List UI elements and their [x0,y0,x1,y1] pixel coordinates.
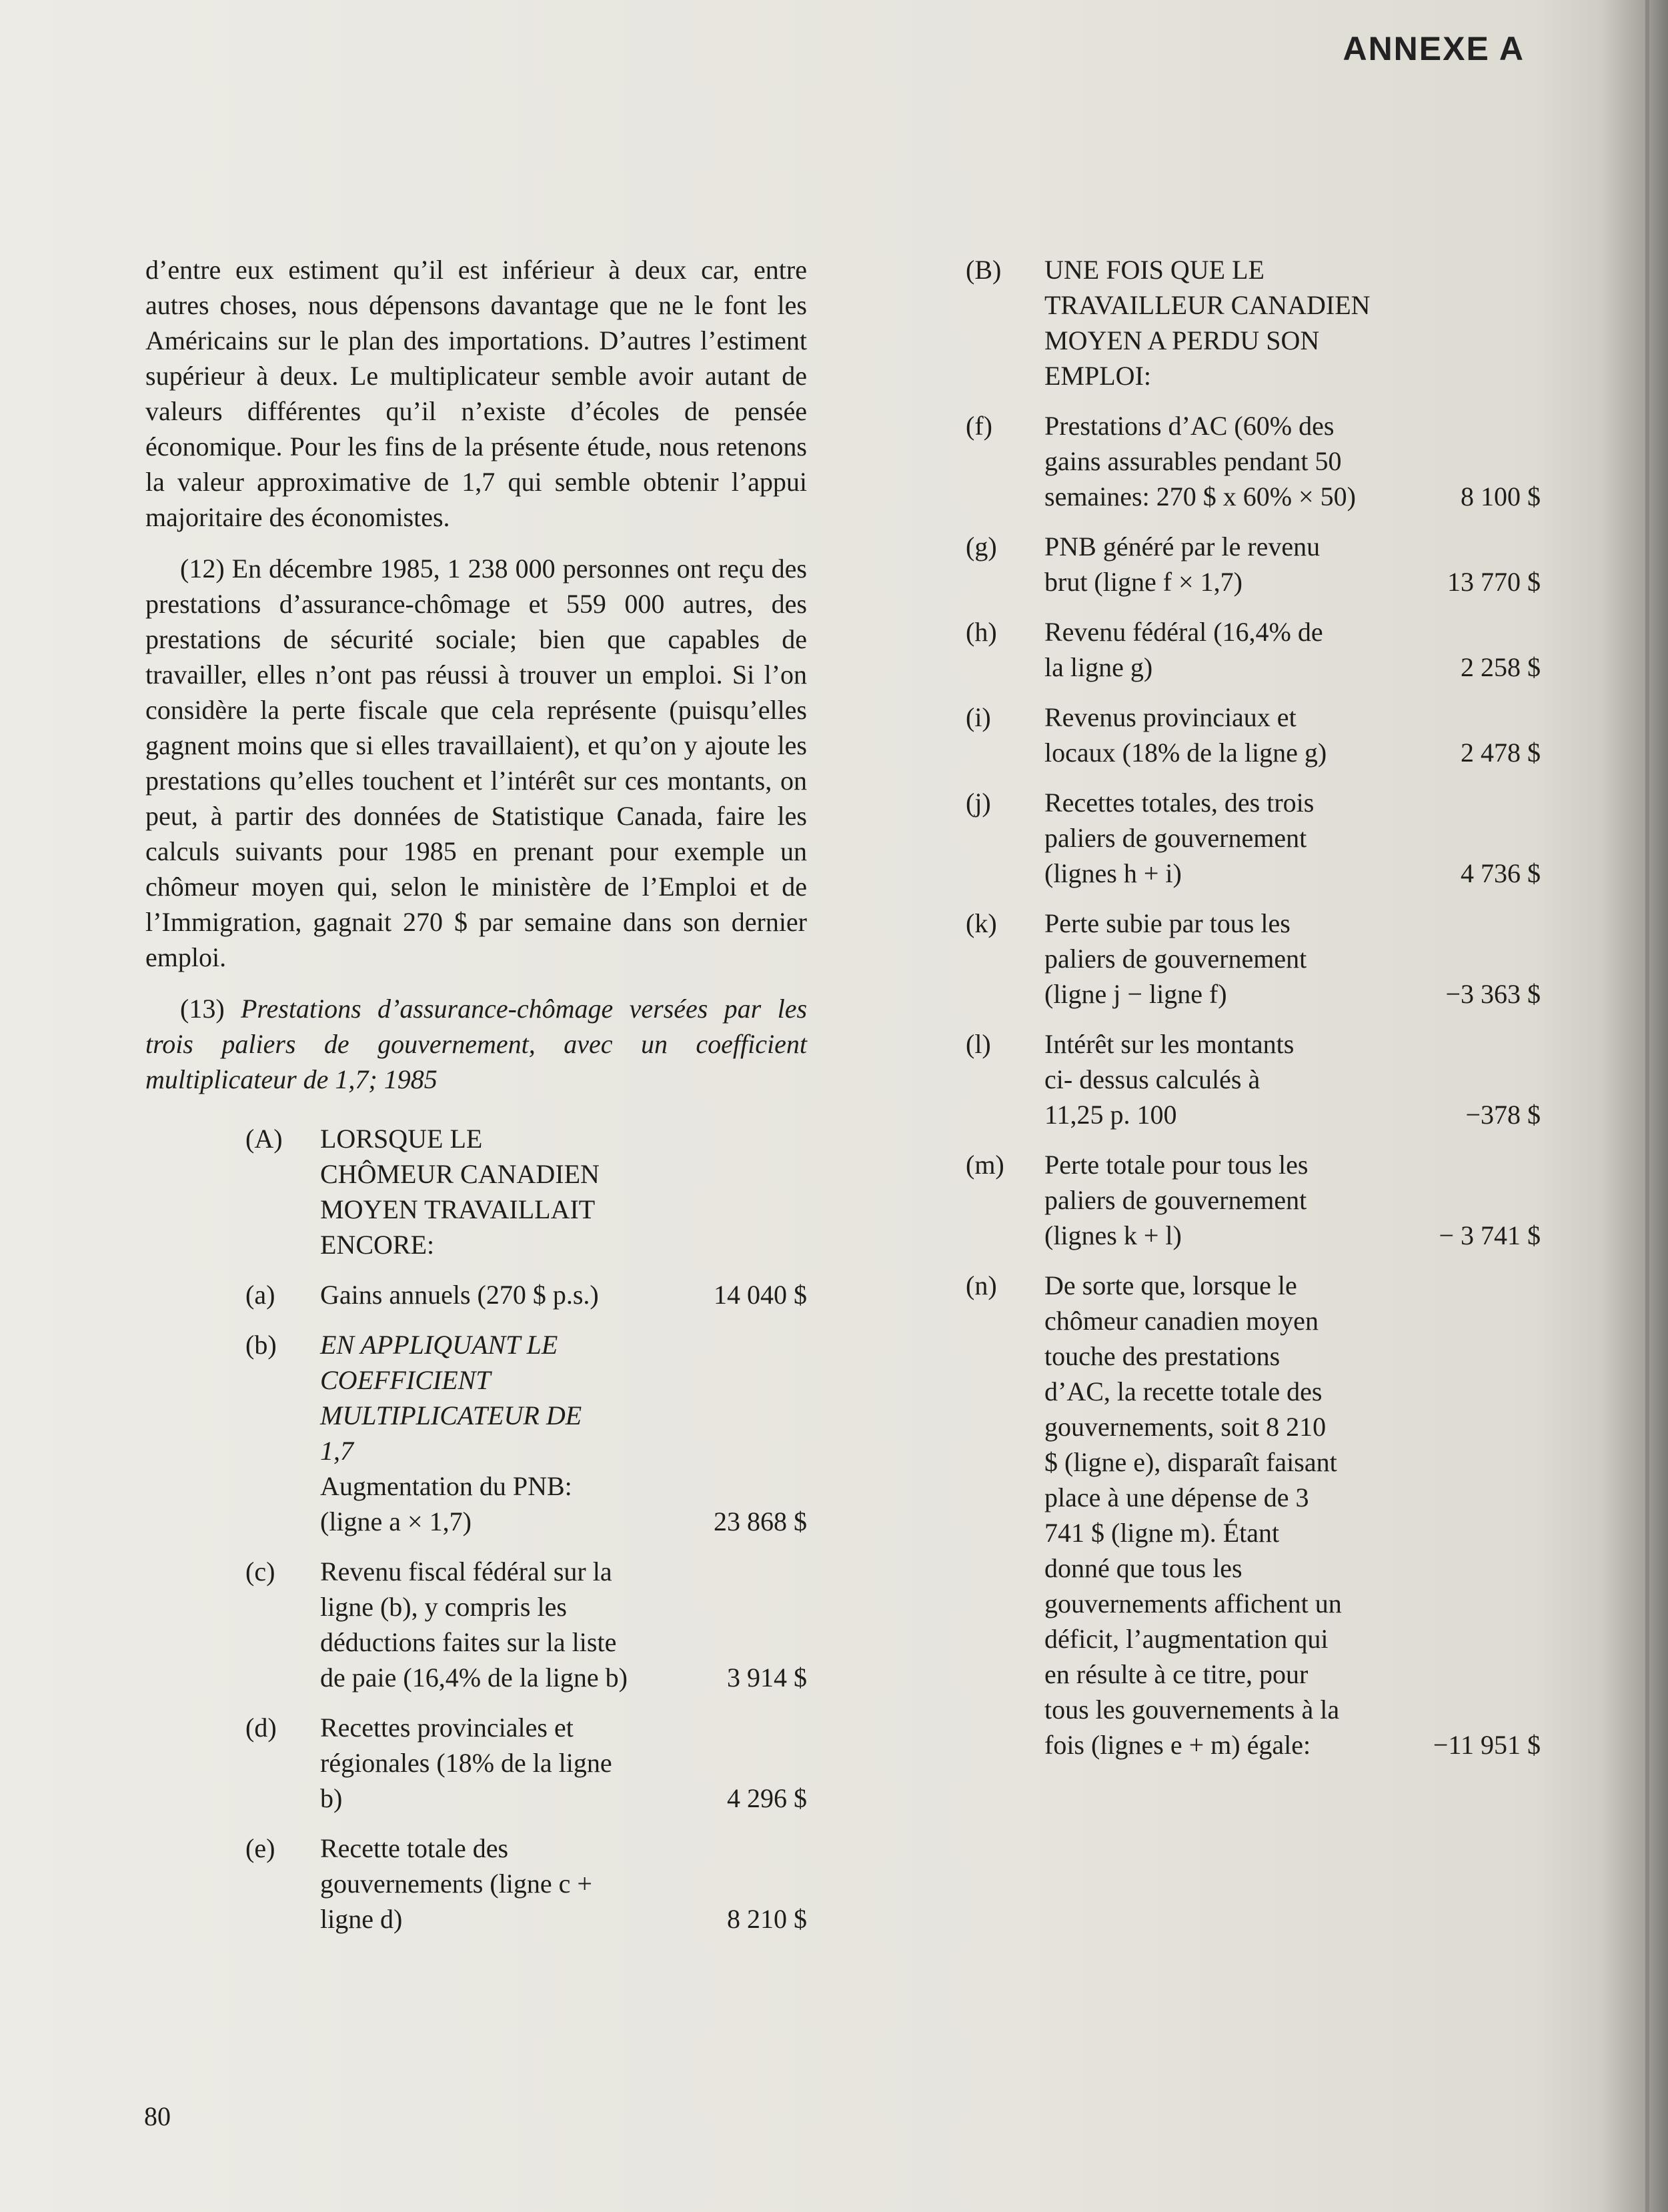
entry-amount: 23 868 $ [714,1506,807,1536]
entry-text: Recette totale des gouvernements (ligne c + ligne d) [320,1833,592,1934]
entry-text: Perte totale pour tous les paliers de gouvernement (lignes k + l) [1044,1150,1309,1250]
entry-amount: 8 210 $ [727,1904,807,1934]
entry-f [966,408,1541,514]
entry-amount: − 3 741 $ [1439,1220,1541,1250]
section-a-label: (A) [245,1124,283,1154]
entry-amount: 2 478 $ [1461,738,1541,768]
entry-amount: 14 040 $ [714,1280,807,1310]
section-b-heading [966,252,1541,393]
entry-amount: 13 770 $ [1447,567,1541,597]
entry-j [966,785,1541,891]
entry-text: Prestations d’AC (60% des gains assurables pendant 50 semaines: 270 $ x 60% × 50) [1044,411,1356,511]
entry-m [966,1147,1541,1253]
entry-italic-heading: EN APPLIQUANT LE COEFFICIENT MULTIPLICATEUR DE 1,7 [320,1330,582,1466]
entry-text: Augmentation du PNB: (ligne a × 1,7) [320,1471,572,1536]
entry-c [245,1554,807,1695]
section-13-number: (13) [180,994,225,1024]
entry-label: (a) [245,1280,275,1310]
entry-amount: 3 914 $ [727,1663,807,1693]
entry-text: PNB généré par le revenu brut (ligne f × 1,7) [1044,531,1321,597]
entry-text: Intérêt sur les montants ci- dessus calculés à 11,25 p. 100 [1044,1029,1295,1130]
section-b-text: UNE FOIS QUE LE TRAVAILLEUR CANADIEN MOYEN A PERDU SON EMPLOI: [1044,255,1371,391]
entry-h [966,614,1541,685]
entry-text: Recettes provinciales et régionales (18% de la ligne b) [320,1713,612,1813]
entry-d [245,1710,807,1816]
entry-label: (f) [966,411,992,441]
entry-label: (d) [245,1713,277,1743]
entry-label: (m) [966,1150,1004,1180]
entry-text: Recettes totales, des trois paliers de gouvernement (lignes h + i) [1044,788,1315,888]
entry-e [245,1831,807,1937]
left-column [145,252,807,1951]
section-13-heading [145,991,807,1097]
entry-amount: −11 951 $ [1433,1730,1541,1760]
entry-text: Revenus provinciaux et locaux (18% de la ligne g) [1044,702,1327,768]
entry-label: (l) [966,1029,991,1059]
entry-label: (j) [966,788,991,818]
entry-text: Revenu fiscal fédéral sur la ligne (b), y compris les déductions faites sur la liste de paie (16,4% de la ligne b) [320,1556,628,1693]
entry-label: (i) [966,702,991,732]
section-a-heading [245,1121,807,1262]
entry-l [966,1026,1541,1132]
page-number: 80 [144,2101,171,2131]
entry-label: (n) [966,1270,997,1300]
entry-amount: 4 296 $ [727,1783,807,1813]
page-edge-shadow [1645,0,1649,2212]
right-column [966,252,1541,1777]
section-b-label: (B) [966,255,1002,285]
entry-text: De sorte que, lorsque le chômeur canadien moyen touche des prestations d’AC, la recette totale des gouvernements, soit 8 210 $ (ligne e), disparaît faisant place à une dépense de 3 741 $ (ligne m). Étant donné que tous les gouvernements affichent un déficit, l’augmentation qui en résulte à ce titre, pour tous les gouvernements à la fois (lignes e + m) égale: [1044,1270,1342,1760]
section-a-text: LORSQUE LE CHÔMEUR CANADIEN MOYEN TRAVAILLAIT ENCORE: [320,1124,600,1260]
entry-g [966,529,1541,600]
entry-a [245,1277,807,1312]
entry-text: Revenu fédéral (16,4% de la ligne g) [1044,617,1323,682]
annex-header: ANNEXE A [1343,30,1525,67]
paragraph-12: (12) En décembre 1985, 1 238 000 personnes ont reçu des prestations d’assurance-chômage et 559 000 autres, des prestations de sécurité sociale; bien que capables de travailler, elles n’ont pas réussi à trouver un emploi. Si l’on considère la perte fiscale que cela représente (puisqu’elles gagnent moins que si elles travaillaient), et qu’on y ajoute les prestations qu’elles touchent et l’intérêt sur ces montants, on peut, à partir des données de Statistique Canada, faire les calculs suivants pour 1985 en prenant pour exemple un chômeur moyen qui, selon le ministère de l’Emploi et de l’Immigration, gagnait 270 $ par semaine dans son dernier emploi. [145,554,807,972]
entry-label: (e) [245,1833,275,1863]
paragraph-continuation: d’entre eux estiment qu’il est inférieur à deux car, entre autres choses, nous dépensons davantage que ne le font les Américains sur le plan des importations. D’autres l’estiment supérieur à deux. Le multiplicateur semble avoir autant de valeurs différentes qu’il n’existe d’écoles de pensée économique. Pour les fins de la présente étude, nous retenons la valeur approximative de 1,7 qui semble obtenir l’appui majoritaire des économistes. [145,255,807,532]
entry-amount: −378 $ [1465,1100,1541,1130]
entry-text: Gains annuels (270 $ p.s.) [320,1280,599,1310]
entry-label: (h) [966,617,997,647]
entry-amount: 2 258 $ [1461,652,1541,682]
entry-b [245,1327,807,1539]
entry-amount: −3 363 $ [1445,979,1541,1009]
entry-k [966,906,1541,1012]
entry-i [966,700,1541,770]
entry-label: (k) [966,908,997,938]
entry-label: (g) [966,531,997,562]
left-entries [245,1121,807,1937]
section-13-title: Prestations d’assurance-chômage versées par les trois paliers de gouvernement, avec un coefficient multiplicateur de 1,7; 1985 [145,994,808,1094]
entry-label: (b) [245,1330,277,1360]
entry-amount: 4 736 $ [1461,858,1541,888]
entry-label: (c) [245,1556,275,1586]
entry-n [966,1268,1541,1763]
entry-amount: 8 100 $ [1461,481,1541,511]
entry-text: Perte subie par tous les paliers de gouvernement (ligne j − ligne f) [1044,908,1307,1009]
